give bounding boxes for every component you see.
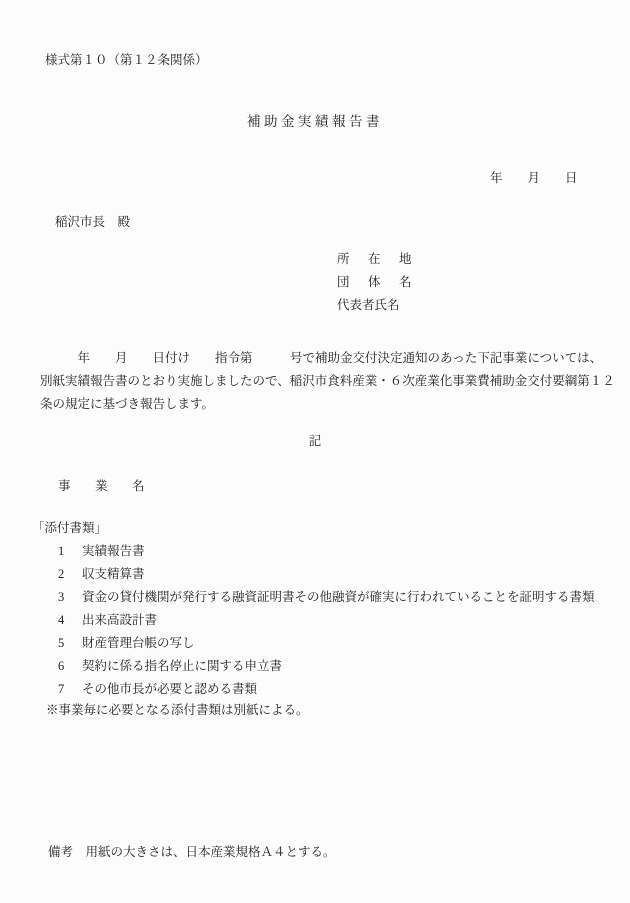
attachment-item (58, 655, 595, 678)
body-paragraph (40, 347, 615, 416)
attachment-item (58, 678, 595, 701)
attachment-item (58, 540, 595, 563)
attachments-heading: 「添付書類」 (32, 521, 108, 535)
attachment-item-number: 6 (58, 659, 65, 673)
attachment-item-text: 出来高設計書 (82, 613, 158, 627)
sender-block (337, 248, 415, 317)
remarks-line: 備考 用紙の大きさは、日本産業規格Ａ４とする。 (48, 845, 336, 859)
attachment-item-text: 財産管理台帳の写し (82, 636, 195, 650)
sender-organization-label: 団 体 名 (337, 275, 415, 289)
attachment-item-text: その他市長が必要と認める書類 (82, 682, 258, 696)
attachment-item (58, 632, 595, 655)
attachment-item-number: 5 (58, 636, 65, 650)
date-line: 年 月 日 (490, 171, 578, 185)
attachment-item-number: 7 (58, 682, 65, 696)
body-paragraph-line-1: 年 月 日付け 指令第 号で補助金交付決定通知のあった下記事業については、 (40, 351, 603, 365)
document-title: 補助金実績報告書 (247, 114, 383, 129)
attachment-item-text: 実績報告書 (82, 544, 145, 558)
attachments-note: ※事業毎に必要となる添付書類は別紙による。 (46, 703, 309, 717)
attachment-item-number: 1 (58, 544, 65, 558)
sender-representative-label: 代表者氏名 (337, 298, 400, 312)
record-marker: 記 (308, 434, 322, 448)
attachments-list (58, 540, 595, 701)
attachment-item-number: 3 (58, 590, 65, 604)
attachment-item-text: 収支精算書 (82, 567, 145, 581)
project-name-label: 事 業 名 (58, 479, 151, 493)
attachment-item-number: 2 (58, 567, 65, 581)
attachment-item (58, 609, 595, 632)
attachment-item (58, 563, 595, 586)
body-paragraph-line-2: 別紙実績報告書のとおり実施しましたので、稲沢市食料産業・６次産業化事業費補助金交付要綱第１２ (40, 374, 615, 388)
form-number: 様式第１０（第１２条関係） (45, 53, 208, 67)
sender-address-label: 所 在 地 (337, 252, 415, 266)
attachment-item-number: 4 (58, 613, 65, 627)
body-paragraph-line-3: 条の規定に基づき報告します。 (40, 397, 215, 411)
addressee-line: 稲沢市長 殿 (55, 215, 131, 229)
attachment-item (58, 586, 595, 609)
attachment-item-text: 契約に係る指名停止に関する申立書 (82, 659, 283, 673)
attachment-item-text: 資金の貸付機関が発行する融資証明書その他融資が確実に行われていることを証明する書類 (82, 590, 595, 604)
